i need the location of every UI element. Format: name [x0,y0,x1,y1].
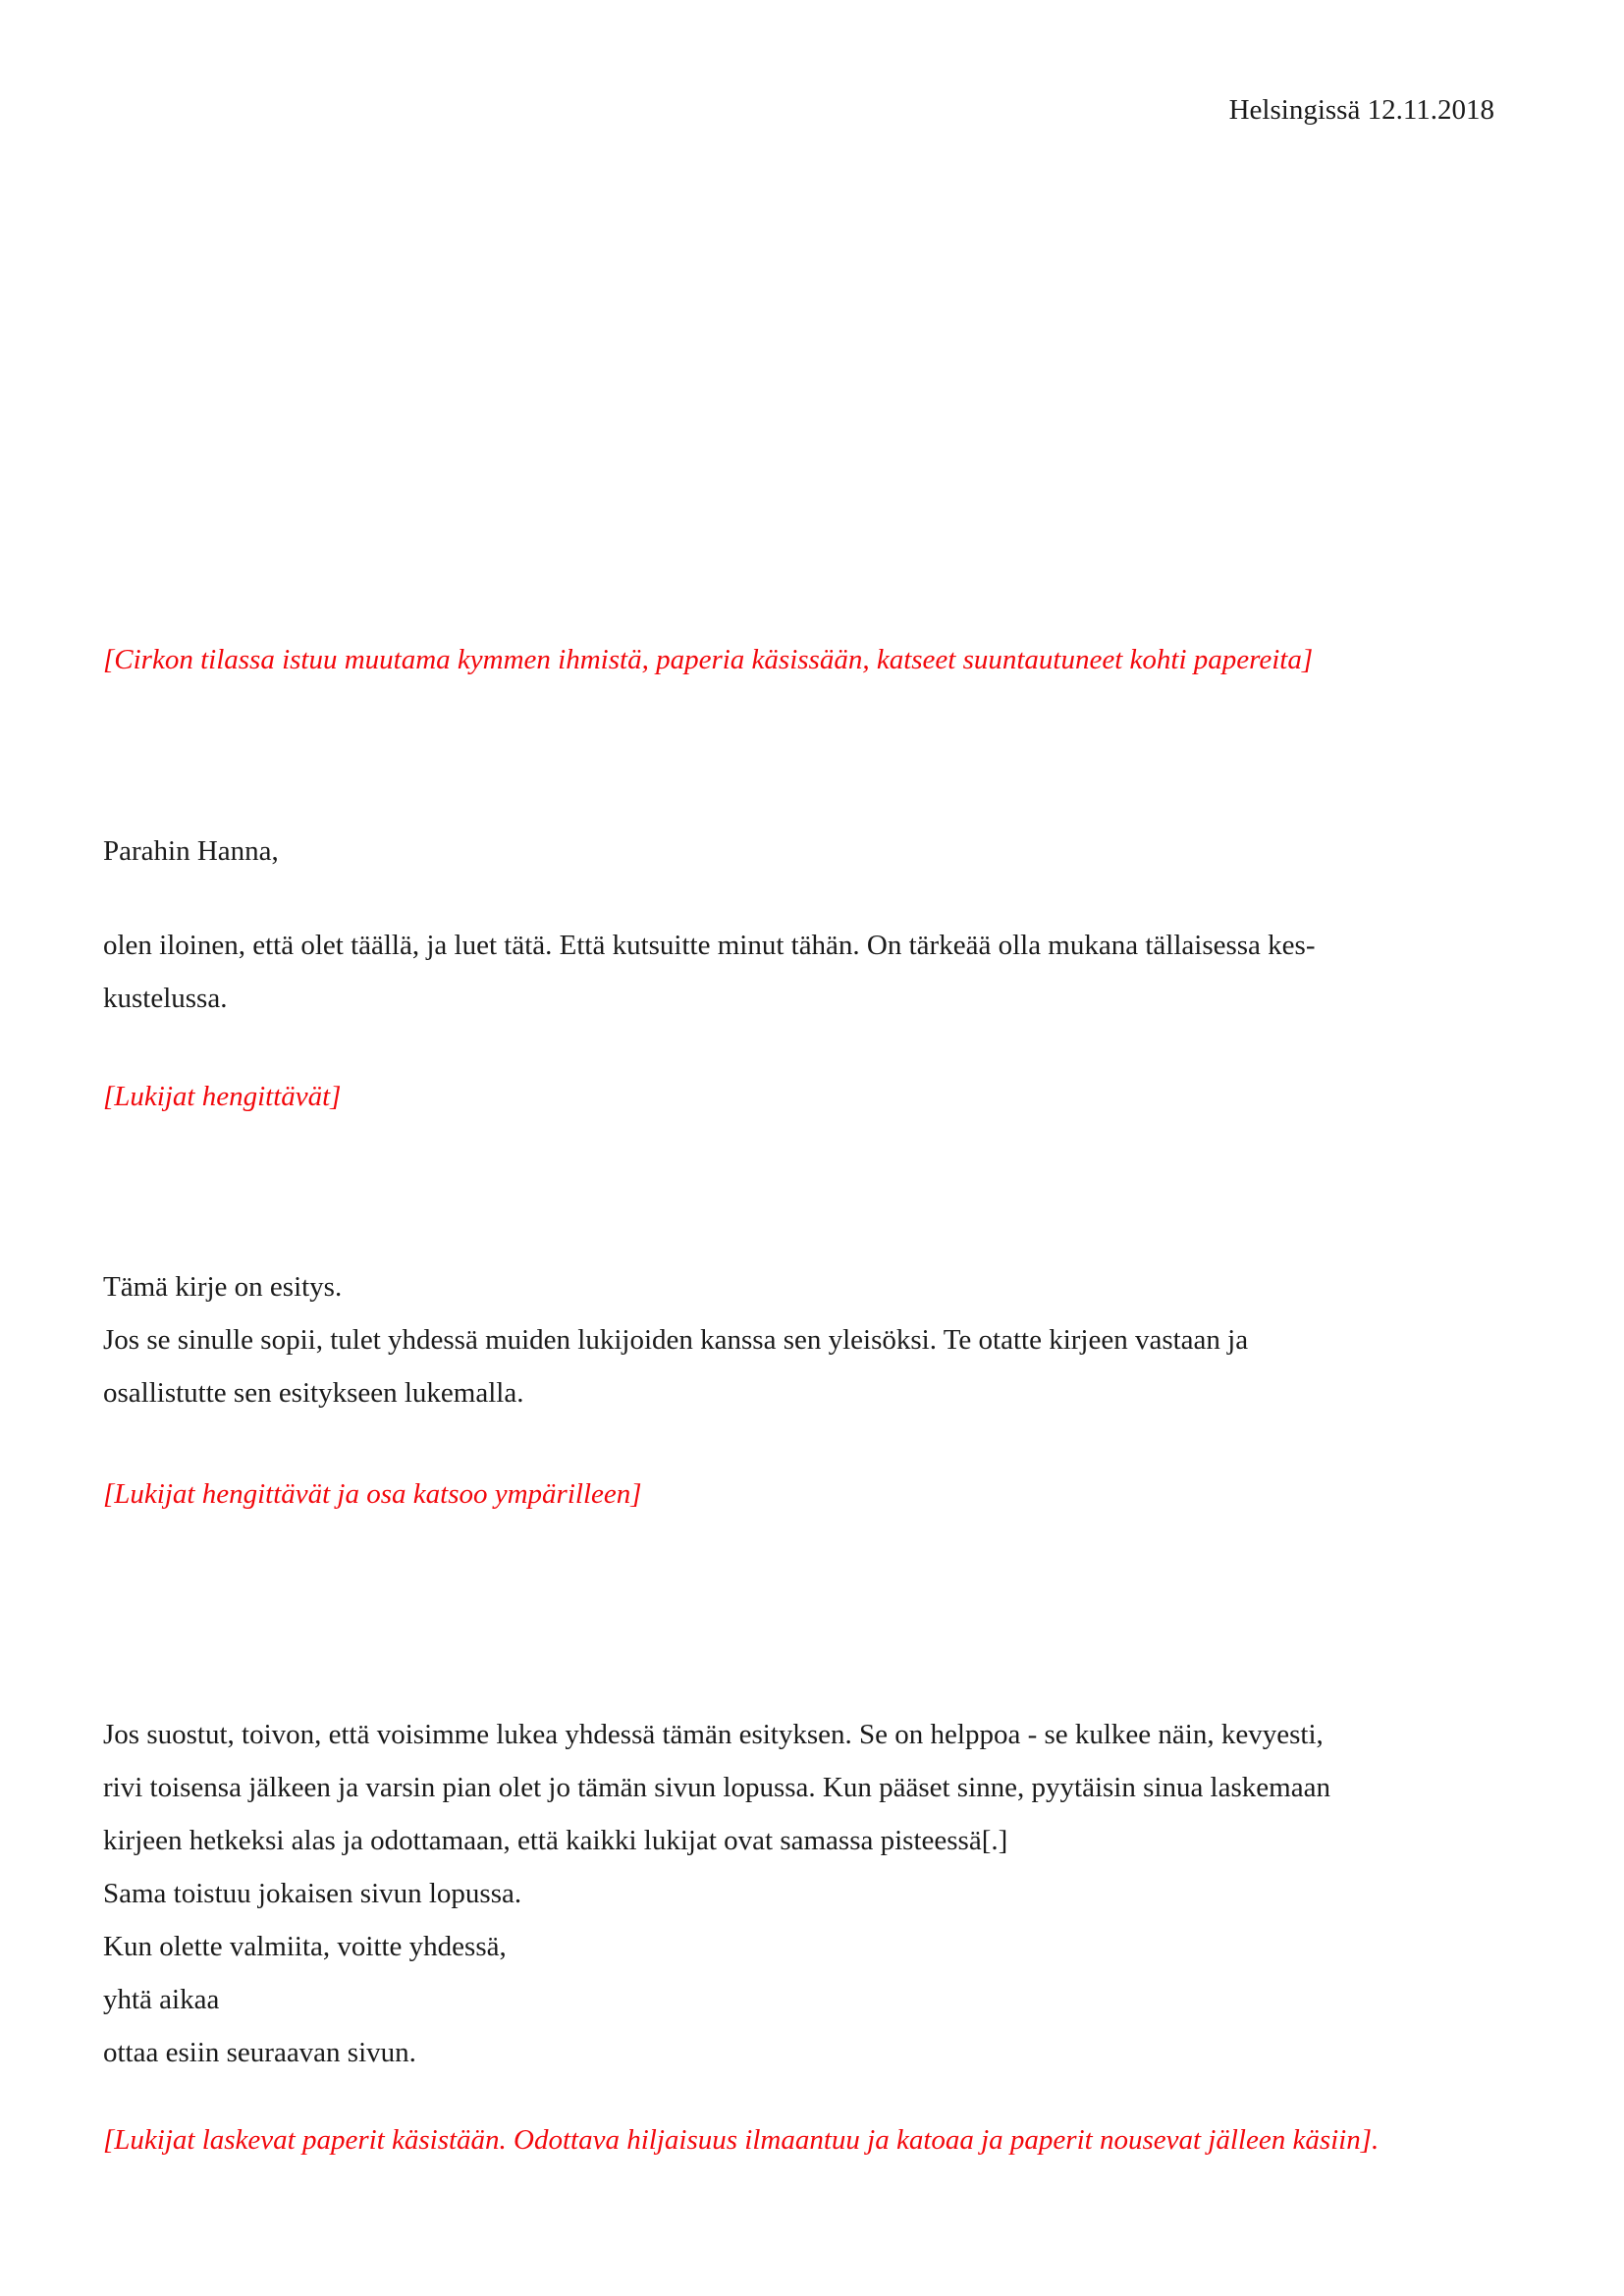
paragraph-instructions-line: kirjeen hetkeksi alas ja odottamaan, että kaikki lukijat ovat samassa pisteessä[.] [103,1825,1008,1856]
paragraph-intro-line: olen iloinen, että olet täällä, ja luet tätä. Että kutsuitte minut tähän. On tärkeää olla mukana tällaisessa kes- [103,930,1316,961]
paragraph-reading-instructions [103,1708,1330,2079]
paragraph-letter-line: osallistutte sen esitykseen lukemalla. [103,1377,524,1409]
paragraph-intro-line: kustelussa. [103,983,228,1014]
stage-direction-breathe: [Lukijat hengittävät] [103,1081,342,1112]
paragraph-instructions-line: ottaa esiin seuraavan sivun. [103,2037,416,2068]
paragraph-instructions-line: Sama toistuu jokaisen sivun lopussa. [103,1878,522,1909]
paragraph-letter-is-performance [103,1260,1248,1419]
paragraph-instructions-line: rivi toisensa jälkeen ja varsin pian olet jo tämän sivun lopussa. Kun pääset sinne, pyytäisin sinua laskemaan [103,1772,1330,1803]
stage-direction-breathe-look: [Lukijat hengittävät ja osa katsoo ympärilleen] [103,1478,642,1510]
paragraph-instructions-line: Kun olette valmiita, voitte yhdessä, [103,1931,507,1962]
paragraph-intro [103,919,1316,1025]
salutation: Parahin Hanna, [103,835,279,867]
date-line: Helsingissä 12.11.2018 [1228,94,1494,126]
paragraph-instructions-line: yhtä aikaa [103,1984,220,2015]
paragraph-instructions-line: Jos suostut, toivon, että voisimme lukea yhdessä tämän esityksen. Se on helppoa - se kulkee näin, kevyesti, [103,1719,1324,1750]
paragraph-letter-line: Tämä kirje on esitys. [103,1271,343,1303]
stage-direction-closing: [Lukijat laskevat paperit käsistään. Odottava hiljaisuus ilmaantuu ja katoaa ja paperit nousevat jälleen käsiin]. [103,2124,1380,2156]
stage-direction-opening: [Cirkon tilassa istuu muutama kymmen ihmistä, paperia käsissään, katseet suuntautuneet kohti papereita] [103,644,1314,675]
paragraph-letter-line: Jos se sinulle sopii, tulet yhdessä muiden lukijoiden kanssa sen yleisöksi. Te otatte kirjeen vastaan ja [103,1324,1249,1356]
